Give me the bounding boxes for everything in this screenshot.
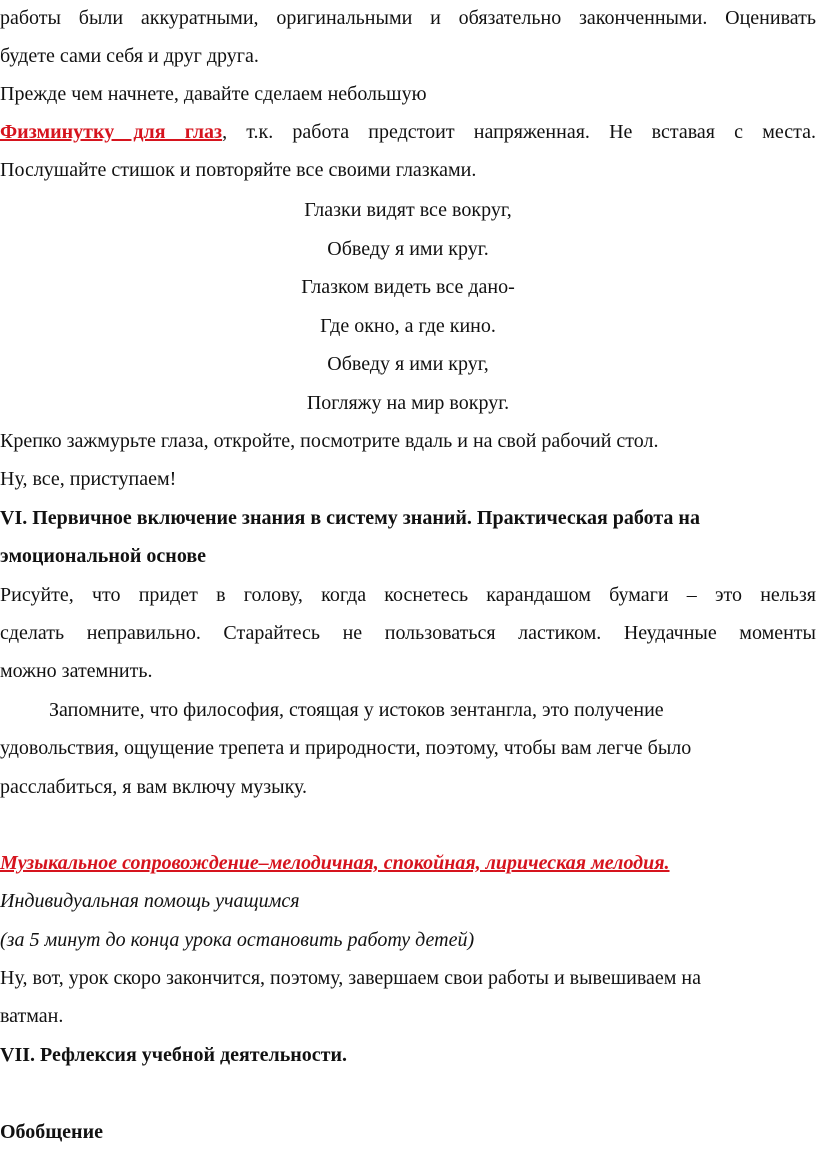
paragraph-line: расслабиться, я вам включу музыку. xyxy=(0,776,308,798)
paragraph-line: ватман. xyxy=(0,1005,64,1027)
section-heading: эмоциональной основе xyxy=(0,545,206,567)
paragraph-line: Ну, все, приступаем! xyxy=(0,468,177,490)
poem-line: Глазки видят все вокруг, xyxy=(304,199,512,221)
paragraph-line: Послушайте стишок и повторяйте все своими глазками. xyxy=(0,159,477,181)
poem-line: Обведу я ими круг. xyxy=(327,238,489,260)
section-heading: Обобщение xyxy=(0,1121,103,1143)
paragraph-line: сделать неправильно. Старайтесь не пользоваться ластиком. Неудачные моменты xyxy=(0,622,816,644)
music-accompaniment-note: Музыкальное сопровождение–мелодичная, спокойная, лирическая мелодия. xyxy=(0,852,670,874)
paragraph-line: работы были аккуратными, оригинальными и обязательно законченными. Оценивать xyxy=(0,7,816,29)
paragraph-line: будете сами себя и друг друга. xyxy=(0,45,259,67)
individual-help-note: Индивидуальная помощь учащимся xyxy=(0,890,300,912)
paragraph-text: , т.к. работа предстоит напряженная. Не вставая с места. xyxy=(222,121,816,143)
paragraph-line: удовольствия, ощущение трепета и природности, поэтому, чтобы вам легче было xyxy=(0,737,692,759)
paragraph-line: Рисуйте, что придет в голову, когда коснетесь карандашом бумаги – это нельзя xyxy=(0,584,816,606)
eye-exercise-link[interactable]: Физминутку для глаз xyxy=(0,121,223,143)
paragraph-line: Прежде чем начнете, давайте сделаем небольшую xyxy=(0,83,427,105)
section-heading: VI. Первичное включение знания в систему знаний. Практическая работа на xyxy=(0,507,700,529)
poem-line: Обведу я ими круг, xyxy=(327,353,489,375)
poem-line: Где окно, а где кино. xyxy=(320,315,496,337)
paragraph-line: можно затемнить. xyxy=(0,660,153,682)
poem-line: Глазком видеть все дано- xyxy=(301,276,515,298)
section-heading: VII. Рефлексия учебной деятельности. xyxy=(0,1044,348,1066)
timing-note: (за 5 минут до конца урока остановить работу детей) xyxy=(0,929,475,951)
paragraph-line: Запомните, что философия, стоящая у истоков зентангла, это получение xyxy=(49,699,664,721)
poem-line: Погляжу на мир вокруг. xyxy=(306,392,510,414)
paragraph-line xyxy=(0,120,816,144)
paragraph-line: Крепко зажмурьте глаза, откройте, посмотрите вдаль и на свой рабочий стол. xyxy=(0,430,659,452)
paragraph-line: Ну, вот, урок скоро закончится, поэтому, завершаем свои работы и вывешиваем на xyxy=(0,967,702,989)
